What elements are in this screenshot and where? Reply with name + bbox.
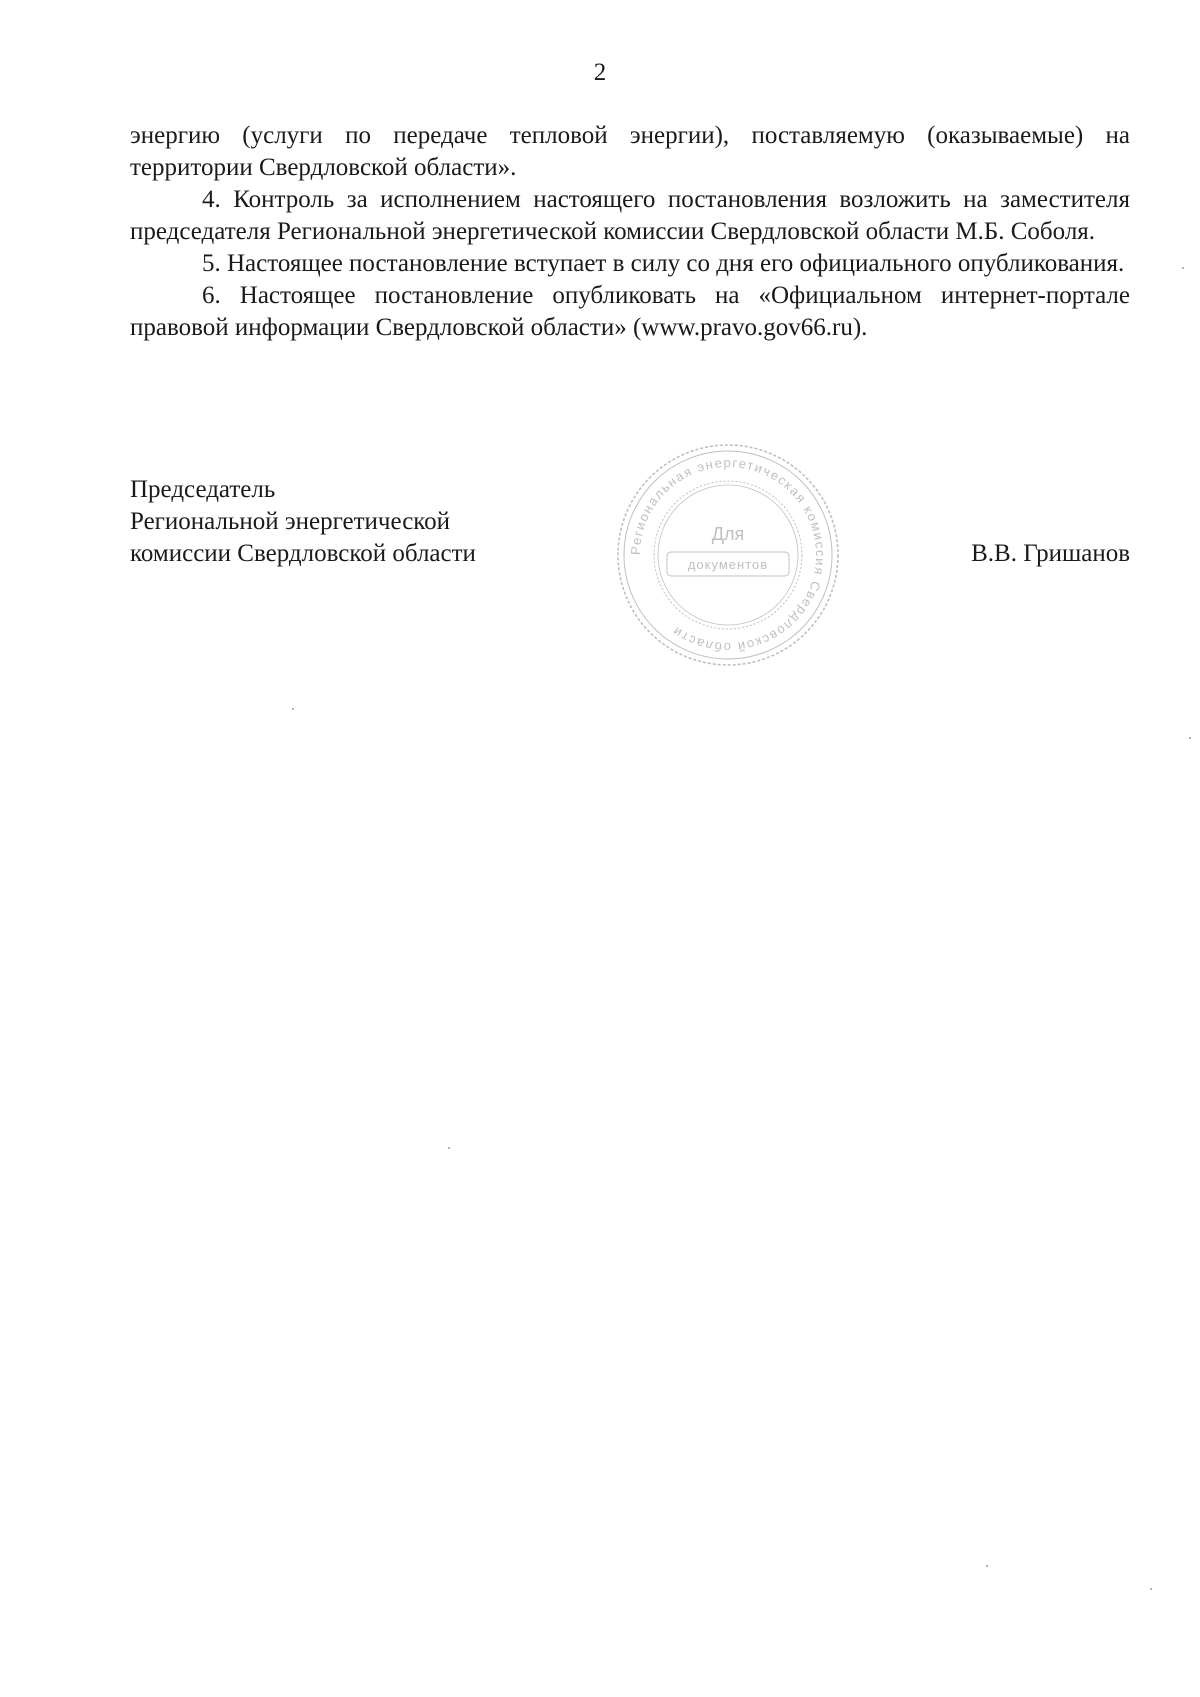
scan-speck: [448, 1147, 450, 1149]
stamp-center-top: Для: [711, 524, 745, 544]
scan-speck: [1182, 267, 1184, 269]
page-number: 2: [593, 59, 607, 86]
paragraph-item-4: 4. Контроль за исполнением настоящего постановления возложить на заместителя председателя Региональной энергетической комиссии Свердловской области М.Б. Соболя.: [130, 186, 1130, 245]
paragraph-item-5: 5. Настоящее постановление вступает в силу со дня его официального опубликования.: [202, 250, 1125, 277]
stamp-ring-text: Региональная энергетическая комиссия Свердловской области: [627, 454, 829, 656]
signer-position-line: комиссии Свердловской области: [130, 540, 476, 567]
paragraph-item-6: 6. Настоящее постановление опубликовать на «Официальном интернет-портале правовой информации Свердловской области» (www.pravo.gov66.ru).: [130, 282, 1130, 341]
scan-speck: [1189, 737, 1191, 739]
scan-speck: [986, 1565, 988, 1567]
official-seal-stamp: [615, 442, 841, 668]
signer-position-line: Региональной энергетической: [130, 508, 451, 535]
scan-speck: [1150, 1588, 1152, 1590]
signer-position-line: Председатель: [130, 476, 276, 503]
scan-speck: [292, 708, 294, 710]
document-body: [130, 120, 1130, 344]
paragraph-continuation: энергию (услуги по передаче тепловой энергии), поставляемую (оказываемые) на территории Свердловской области».: [130, 122, 1130, 181]
stamp-center-bottom: документов: [687, 557, 769, 572]
signer-position: [130, 474, 590, 570]
signer-name: В.В. Гришанов: [971, 540, 1130, 567]
